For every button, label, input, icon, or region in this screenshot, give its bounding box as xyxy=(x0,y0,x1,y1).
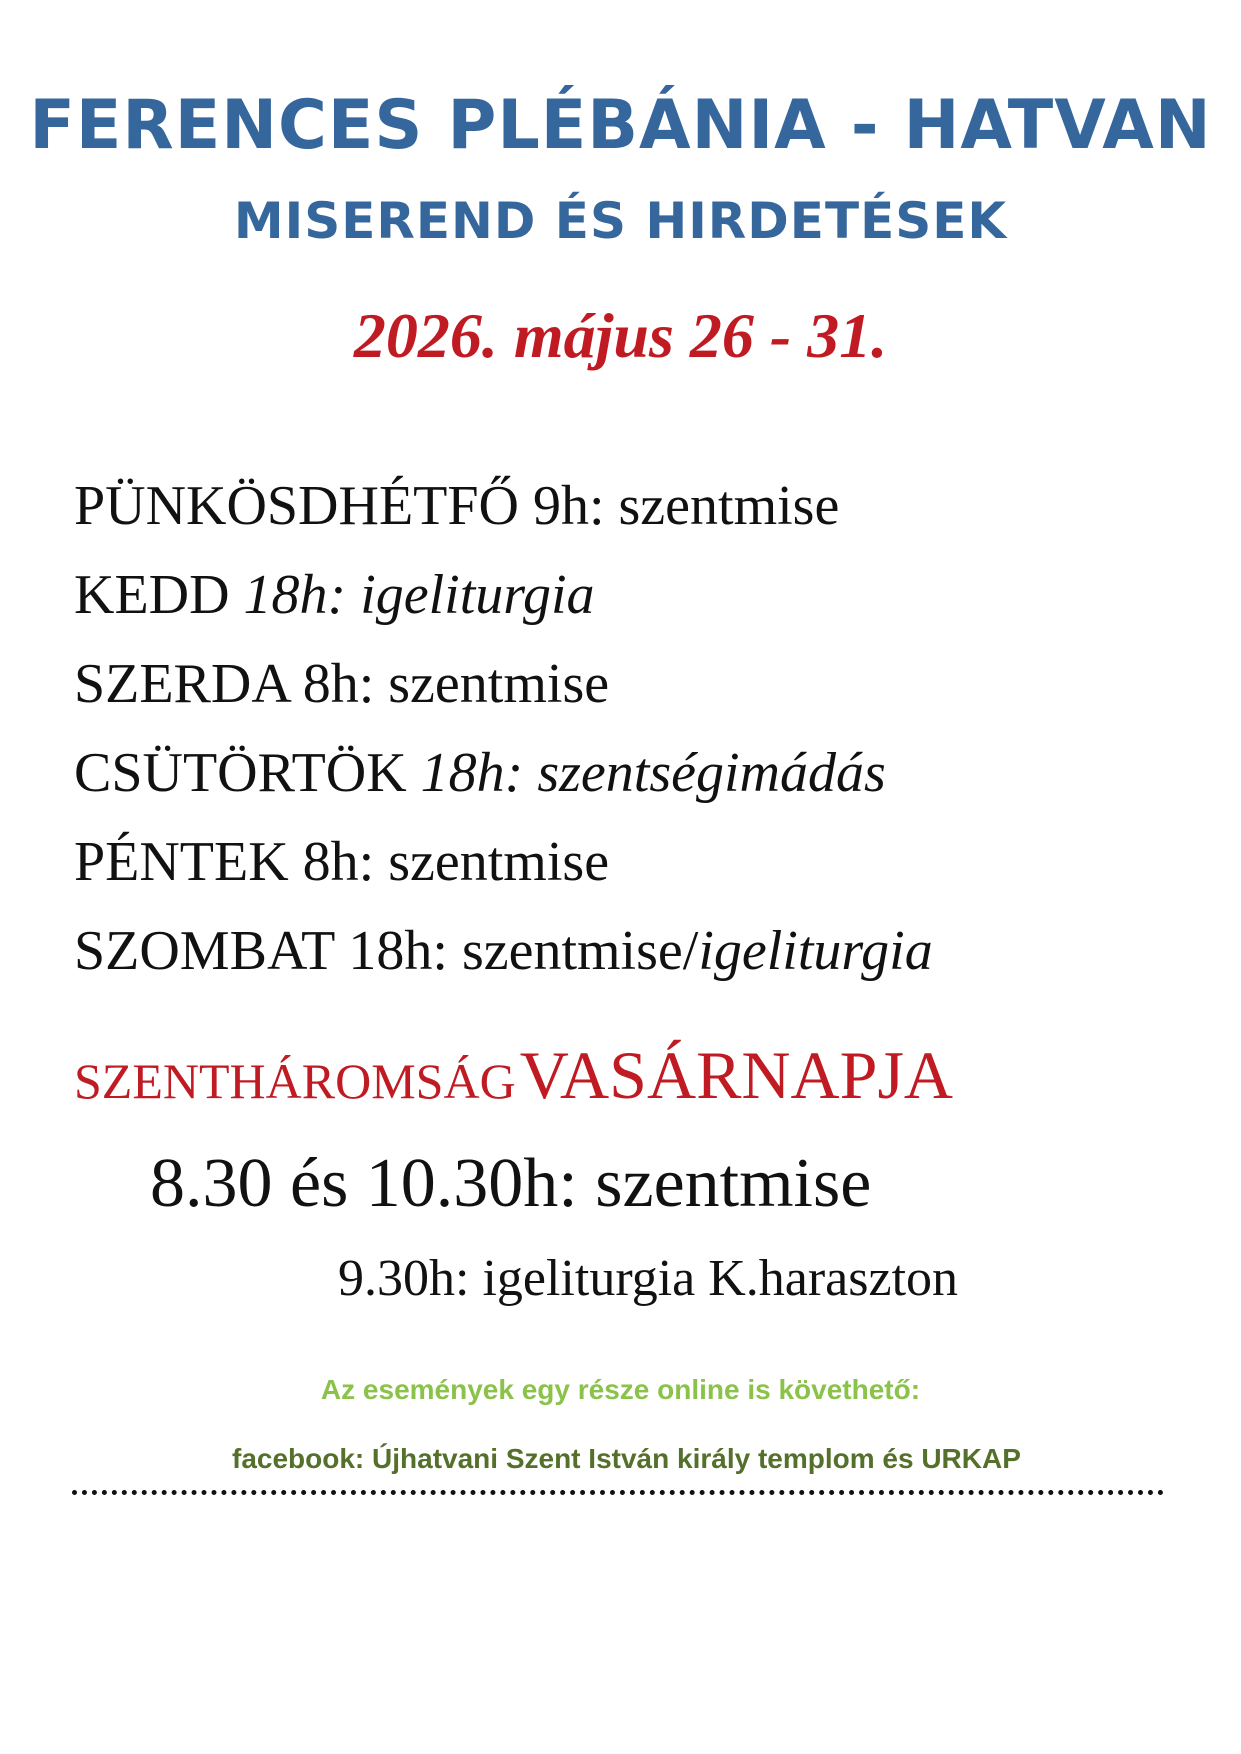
schedule-row-saturday xyxy=(74,907,933,996)
schedule-time: 18h: xyxy=(420,742,524,804)
sunday-mass-times: 8.30 és 10.30h: szentmise xyxy=(150,1145,872,1222)
schedule-event: igeliturgia xyxy=(360,564,595,626)
sunday-heading-part2: VASÁRNAPJA xyxy=(519,1037,954,1113)
weekly-schedule xyxy=(74,462,933,996)
schedule-event: szentmise xyxy=(388,653,610,715)
sunday-heading xyxy=(74,1030,953,1139)
sunday-liturgy: 9.30h: igeliturgia K.haraszton xyxy=(338,1250,959,1307)
schedule-day: PÉNTEK xyxy=(74,831,289,893)
schedule-row-thursday xyxy=(74,729,933,818)
schedule-event: szentmise/ xyxy=(461,920,699,982)
schedule-event: szentmise xyxy=(618,475,840,537)
schedule-row-wednesday xyxy=(74,640,933,729)
sunday-heading-part1: SZENTHÁROMSÁG xyxy=(74,1053,516,1109)
schedule-day: PÜNKÖSDHÉTFŐ xyxy=(74,475,519,537)
facebook-info: facebook: Újhatvani Szent István király templom és URKAP xyxy=(232,1443,1021,1474)
schedule-day: KEDD xyxy=(74,564,230,626)
schedule-time: 18h: xyxy=(348,920,448,982)
date-range: 2026. május 26 - 31. xyxy=(353,300,888,371)
schedule-row-monday xyxy=(74,462,933,551)
online-note: Az események egy része online is követhető: xyxy=(320,1374,921,1405)
schedule-day: SZOMBAT xyxy=(74,920,335,982)
schedule-event: szentmise xyxy=(388,831,610,893)
page-subtitle: MISEREND ÉS HIRDETÉSEK xyxy=(233,192,1008,250)
schedule-day: CSÜTÖRTÖK xyxy=(74,742,407,804)
schedule-row-tuesday xyxy=(74,551,933,640)
schedule-day: SZERDA xyxy=(74,653,289,715)
schedule-time: 9h: xyxy=(532,475,605,537)
page-title: FERENCES PLÉBÁNIA - HATVAN xyxy=(29,86,1212,165)
schedule-time: 8h: xyxy=(302,831,375,893)
schedule-time: 18h: xyxy=(243,564,347,626)
schedule-time: 8h: xyxy=(302,653,375,715)
dotted-divider xyxy=(72,1490,1164,1495)
schedule-event: szentségimádás xyxy=(537,742,886,804)
schedule-event-extra: igeliturgia xyxy=(698,920,933,982)
schedule-row-friday xyxy=(74,818,933,907)
